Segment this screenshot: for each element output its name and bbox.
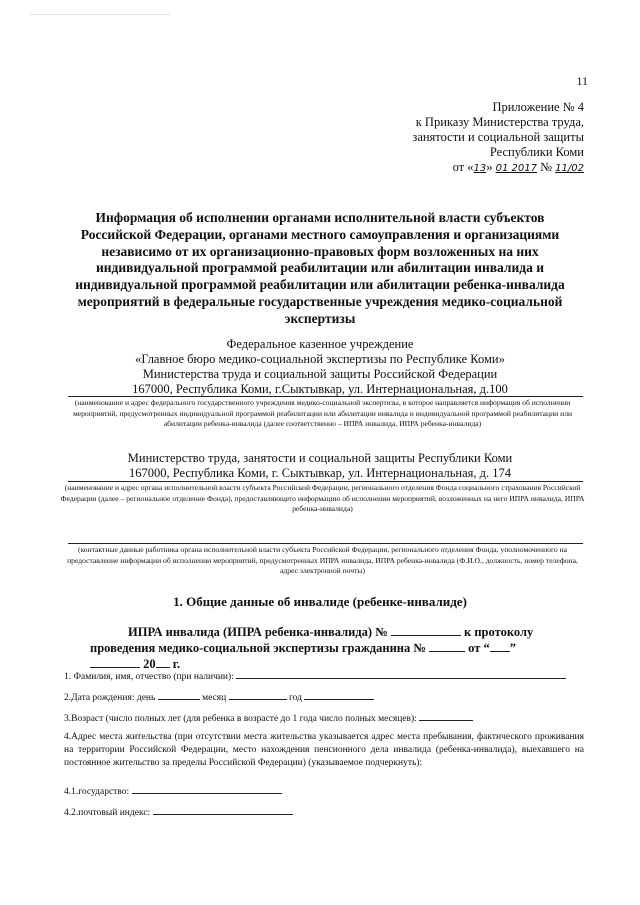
postcode-label: 4.2.почтовый индекс: <box>64 808 151 818</box>
postcode-row <box>64 804 293 820</box>
number-prefix: № <box>536 160 556 174</box>
date-quote-close: ” <box>509 641 517 655</box>
exam-month-field[interactable] <box>90 657 140 668</box>
appendix-header <box>344 100 584 176</box>
institution-note: (наименование и адрес федерального государственного учреждения медико-социальной экспертизы, в которое направляется информация об исполнении мероприятий, предусмотренных индивидуальной программой реабилитации или абилитации инвалида и индивидуальной программой реабилитации или абилитации ребенка-инвалида (далее соответственно – ИПРА инвалида, ИПРА ребенка-инвалида) <box>72 398 573 428</box>
ministry-note: (наименование и адрес органа исполнительной власти субъекта Российской Федерации, регионального отделения Фонда социального страхования Российской Федерации (далее – региональное отделение Фонда), предоставляющего информацию об исполнении мероприятий, возложенных на него ИПРА инвалида, ИПРА ребенка-инвалида) <box>60 483 585 513</box>
divider <box>68 396 583 397</box>
address-paragraph: 4.Адрес места жительства (при отсутствии места жительства указывается адрес места пребывания, фактического проживания на территории Российской Федерации, место нахождения пенсионного дела инвалида (ребенка-инвалида), выехавшего на постоянное жительство за пределы Российской Федерации) (указываемое подчеркнуть): <box>64 732 584 768</box>
institution-line2: «Главное бюро медико-социальной экспертизы по Республике Коми» <box>135 352 505 366</box>
fio-field[interactable] <box>236 668 566 679</box>
date-mid: » <box>486 160 496 174</box>
institution-line1: Федеральное казенное учреждение <box>226 337 414 351</box>
birth-year-field[interactable] <box>304 689 374 700</box>
ipra-line1 <box>90 624 550 640</box>
institution-line3: Министерства труда и социальной защиты Российской Федерации <box>142 367 498 381</box>
birthdate-row <box>64 689 374 705</box>
section-title: 1. Общие данные об инвалиде (ребенке-инвалиде) <box>173 594 467 609</box>
postcode-field[interactable] <box>153 804 293 815</box>
year-suffix: г. <box>172 657 181 671</box>
exam-number-field[interactable] <box>429 641 465 652</box>
state-label: 4.1.государство: <box>64 787 130 797</box>
exam-label: проведения медико-социальной экспертизы гражданина № <box>90 641 426 655</box>
scan-artifact <box>30 14 170 15</box>
date-month-year: 01 2017 <box>495 163 537 174</box>
ministry-line2: 167000, Республика Коми, г. Сыктывкар, ул. Интернациональная, д. 174 <box>128 466 512 480</box>
ipra-block <box>90 624 550 672</box>
document-title: Информация об исполнении органами исполнительной власти субъектов Российской Федерации, органами местного самоуправления и организациями независимо от их организационно-правовых форм возложенных на них индивидуальной программой реабилитации или абилитации инвалида и индивидуальной программой реабилитации или абилитации ребенка-инвалида мероприятий в федеральные государственные учреждения медико-социальной экспертизы <box>75 210 565 326</box>
divider <box>68 543 583 544</box>
institution-line4: 167000, Республика Коми, г.Сыктывкар, ул. Интернациональная, д.100 <box>132 382 508 396</box>
state-row <box>64 783 282 799</box>
birth-month-label: месяц <box>202 693 227 703</box>
fio-label: 1. Фамилия, имя, отчество (при наличии): <box>64 672 234 682</box>
age-label: 3.Возраст (число полных лет (для ребенка в возрасте до 1 года число полных месяцев): <box>64 714 417 724</box>
page-number: 11 <box>576 74 588 88</box>
contact-note: (контактные данные работника органа исполнительной власти субъекта Российской Федерации, регионального отделения Фонда, уполномоченного на предоставление информации об исполнении мероприятий, предусмотренных ИПРА инвалида, ИПРА ребенка-инвалида (Ф.И.О., должность, номер телефона, адрес электронной почты) <box>67 545 578 575</box>
age-field[interactable] <box>419 710 473 721</box>
divider <box>68 481 583 482</box>
ipra-number-field[interactable] <box>391 625 461 636</box>
protocol-label: к протоколу <box>464 625 534 639</box>
appendix-line1: Приложение № 4 <box>492 100 584 114</box>
birth-year-label: год <box>288 693 302 703</box>
institution-block <box>60 337 580 397</box>
exam-year-field[interactable] <box>156 657 170 668</box>
appendix-line3: занятости и социальной защиты <box>412 130 584 144</box>
fio-row <box>64 668 566 684</box>
ministry-line1: Министерство труда, занятости и социальной защиты Республики Коми <box>127 451 513 465</box>
appendix-line4: Республики Коми <box>489 145 584 159</box>
age-row <box>64 710 473 726</box>
appendix-date-line <box>344 160 584 176</box>
birth-day-field[interactable] <box>158 689 200 700</box>
order-number: 11/02 <box>555 163 584 174</box>
date-from-label: от “ <box>468 641 490 655</box>
exam-day-field[interactable] <box>490 641 510 652</box>
year-prefix: 20 <box>143 657 156 671</box>
state-field[interactable] <box>132 783 282 794</box>
appendix-line2: к Приказу Министерства труда, <box>415 115 584 129</box>
birth-day-label: 2.Дата рождения: день <box>64 693 156 703</box>
date-prefix: от « <box>452 160 474 174</box>
ipra-label: ИПРА инвалида (ИПРА ребенка-инвалида) № <box>128 625 388 639</box>
date-day: 13 <box>473 163 487 174</box>
birth-month-field[interactable] <box>229 689 287 700</box>
ministry-block <box>60 451 580 481</box>
